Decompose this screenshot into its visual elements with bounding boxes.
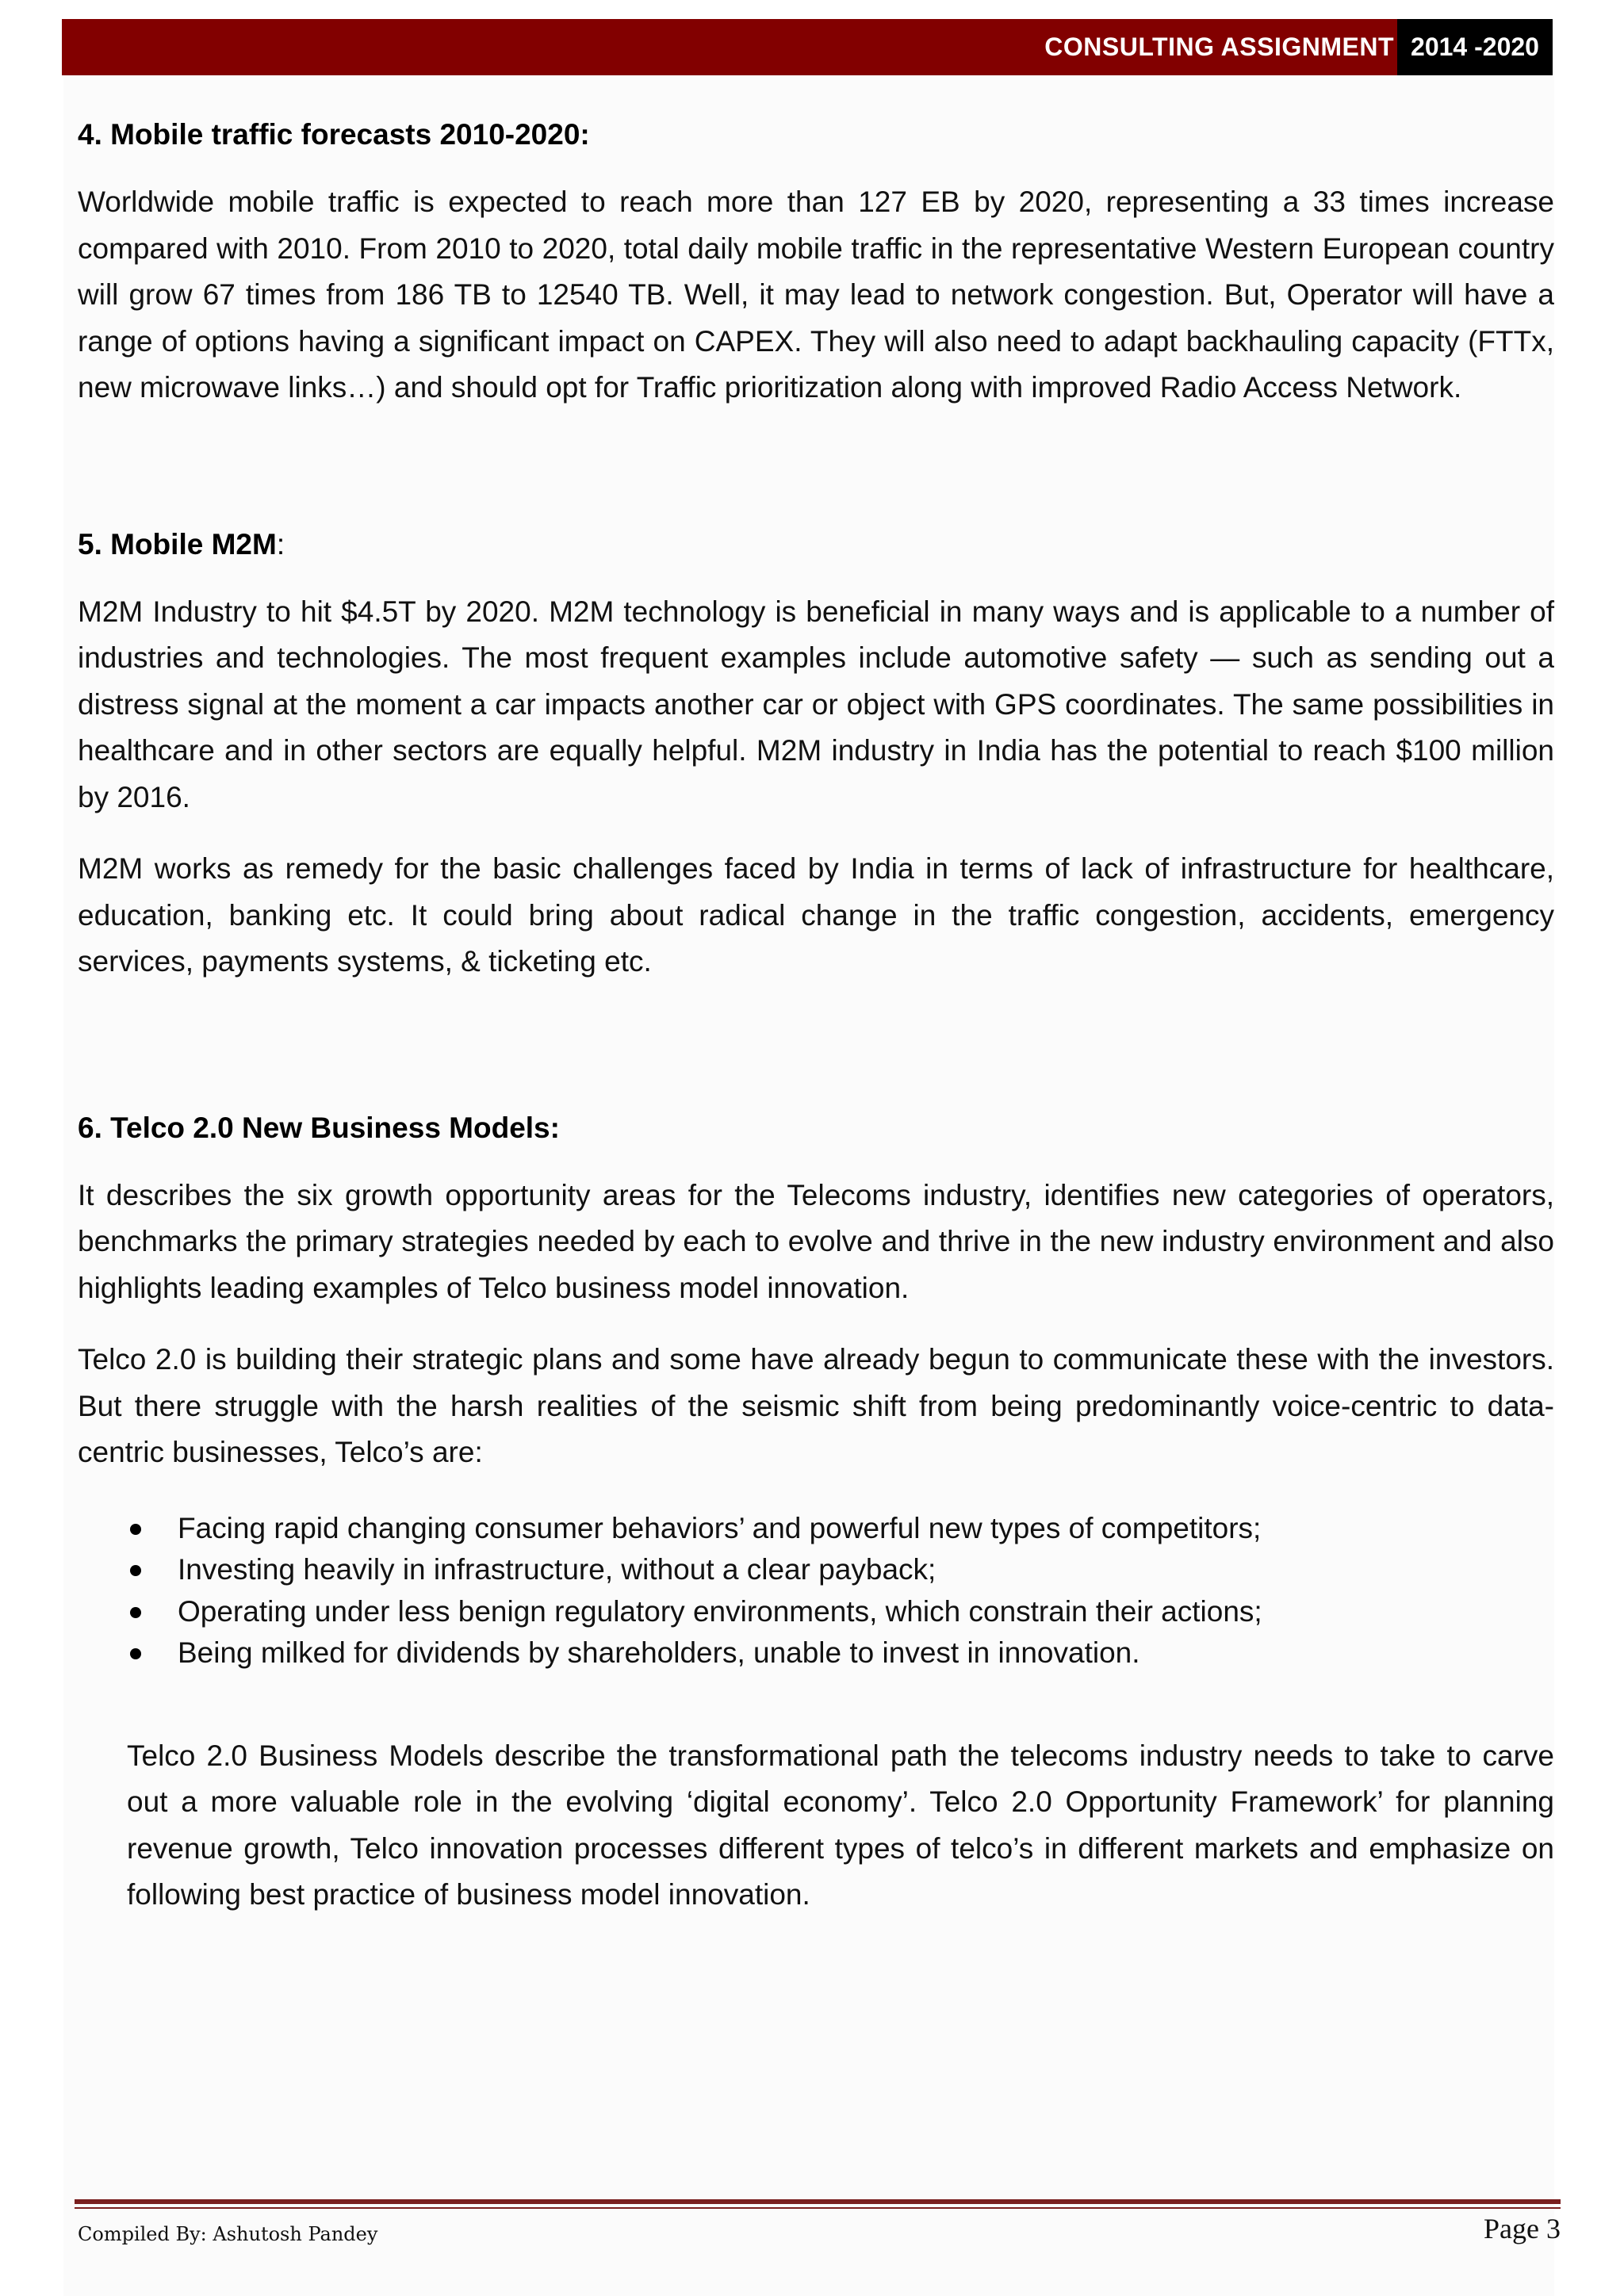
bullet-icon	[130, 1524, 141, 1535]
list-item	[78, 1591, 1554, 1633]
paragraph: Worldwide mobile traffic is expected to reach more than 127 EB by 2020, representing a 33 times increase compared with 2010. From 2010 to 2020, total daily mobile traffic in the representative Western European country will grow 67 times from 186 TB to 12540 TB. Well, it may lead to network congestion. But, Operator will have a range of options having a significant impact on CAPEX. They will also need to adapt backhauling capacity (FTTx, new microwave links…) and should opt for Traffic prioritization along with improved Radio Access Network.	[78, 186, 1554, 404]
list-item-text: Investing heavily in infrastructure, without a clear payback;	[178, 1553, 936, 1586]
closing-paragraph: Telco 2.0 Business Models describe the transformational path the telecoms industry needs to take to carve out a more valuable role in the evolving ‘digital economy’. Telco 2.0 Opportunity Framework’ for planning revenue growth, Telco innovation processes different types of telco’s in different markets and emphasize on following best practice of business model innovation.	[127, 1739, 1554, 1911]
section-mobile-traffic	[78, 111, 1554, 411]
list-item	[78, 1508, 1554, 1550]
footer-divider-thin	[75, 2207, 1561, 2209]
header-years-badge: 2014 -2020	[1397, 19, 1553, 75]
bullet-icon	[130, 1607, 141, 1618]
header-bar	[62, 19, 1553, 75]
bullet-list	[78, 1508, 1554, 1674]
list-item-text: Being milked for dividends by shareholders, unable to invest in innovation.	[178, 1636, 1140, 1669]
page-number: Page 3	[1484, 2213, 1561, 2244]
section-heading-colon: :	[276, 527, 285, 561]
section-telco-2-0	[78, 1104, 1554, 1919]
paragraph: It describes the six growth opportunity areas for the Telecoms industry, identifies new categories of operators, benchmarks the primary strategies needed by each to evolve and thrive in the new industry environment and also highlights leading examples of Telco business model innovation.	[78, 1178, 1554, 1304]
list-item	[78, 1549, 1554, 1591]
bullet-icon	[130, 1565, 141, 1576]
section-heading: 4. Mobile traffic forecasts 2010-2020:	[78, 118, 590, 151]
footer-author: Compiled By: Ashutosh Pandey	[78, 2223, 378, 2245]
list-item-text: Operating under less benign regulatory environments, which constrain their actions;	[178, 1594, 1262, 1628]
footer-divider	[75, 2199, 1561, 2204]
section-heading	[78, 521, 1554, 568]
paragraph: M2M Industry to hit $4.5T by 2020. M2M technology is beneficial in many ways and is applicable to a number of industries and technologies. The most frequent examples include automotive safety — such as sending out a distress signal at the moment a car impacts another car or object with GPS coordinates. The same possibilities in healthcare and in other sectors are equally helpful. M2M industry in India has the potential to reach $100 million by 2016.	[78, 595, 1554, 813]
list-item-text: Facing rapid changing consumer behaviors’ and powerful new types of competitors;	[178, 1511, 1262, 1544]
section-heading: 6. Telco 2.0 New Business Models:	[78, 1111, 560, 1144]
header-title: CONSULTING ASSIGNMENT	[1044, 33, 1394, 61]
paragraph: Telco 2.0 is building their strategic plans and some have already begun to communicate these with the investors. But there struggle with the harsh realities of the seismic shift from being predominantly voice-centric to data-centric businesses, Telco’s are:	[78, 1343, 1554, 1468]
bullet-icon	[130, 1648, 141, 1659]
section-heading-text: 5. Mobile M2M	[78, 527, 277, 561]
list-item	[78, 1632, 1554, 1674]
paragraph: M2M works as remedy for the basic challenges faced by India in terms of lack of infrastructure for healthcare, education, banking etc. It could bring about radical change in the traffic congestion, accidents, emergency services, payments systems, & ticketing etc.	[78, 852, 1554, 978]
document-body	[78, 111, 1554, 1919]
section-mobile-m2m	[78, 521, 1554, 985]
